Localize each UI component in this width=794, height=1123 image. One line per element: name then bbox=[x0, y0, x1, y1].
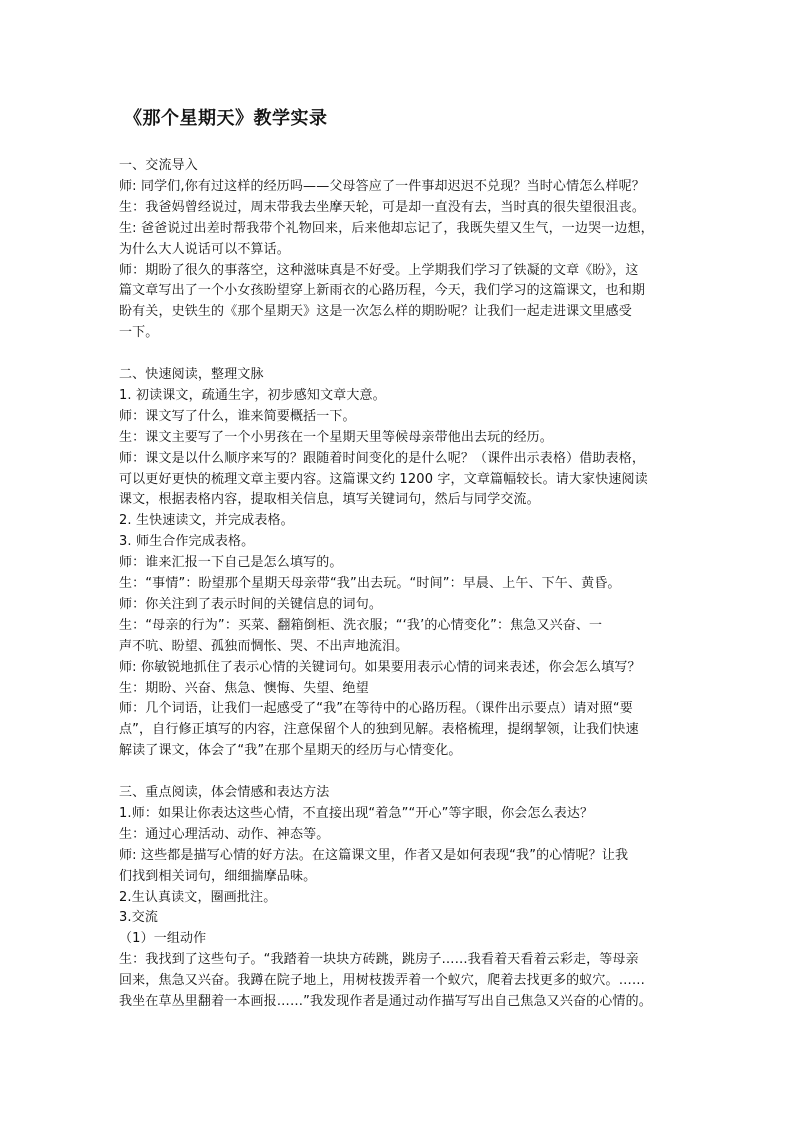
text-line: 2. 生快速读文，并完成表格。 bbox=[119, 513, 294, 529]
text-line: 一下。 bbox=[119, 325, 159, 341]
text-line: 师：你关注到了表示时间的关键信息的词句。 bbox=[119, 596, 383, 612]
text-line: 1. 初读课文，疏通生字，初步感知文章大意。 bbox=[119, 387, 386, 403]
text-line: 点”，自行修正填写的内容，注意保留个人的独到见解。表格梳理，提纲挈领，让我们快速 bbox=[119, 722, 639, 738]
text-line: 师：课文是以什么顺序来写的？跟随着时间变化的是什么呢？（课件出示表格）借助表格， bbox=[119, 450, 646, 466]
text-line: 篇文章写出了一个小女孩盼望穿上新雨衣的心路历程，今天，我们学习的这篇课文，也和期 bbox=[119, 283, 646, 299]
text-line: 1.师：如果让你表达这些心情，不直接出现“着急”“开心”等字眼，你会怎么表达？ bbox=[119, 805, 594, 821]
text-line: 生：我找到了这些句子。“我踏着一块块方砖跳，跳房子……我看着天看着云彩走，等母亲 bbox=[119, 952, 639, 968]
text-line: 回来，焦急又兴奋。我蹲在院子地上，用树枝拨弄着一个蚁穴，爬着去找更多的蚁穴。…… bbox=[119, 973, 646, 989]
text-line: 生：课文主要写了一个小男孩在一个星期天里等候母亲带他出去玩的经历。 bbox=[119, 429, 553, 445]
text-line: 师：课文写了什么，谁来简要概括一下。 bbox=[119, 408, 356, 424]
text-line: 师：期盼了很久的事落空，这种滋味真是不好受。上学期我们学习了铁凝的文章《盼》，这 bbox=[119, 262, 639, 278]
text-line: 一、交流导入 bbox=[119, 158, 198, 173]
text-line: 课文，根据表格内容，提取相关信息，填写关键词句，然后与同学交流。 bbox=[119, 492, 540, 508]
text-line: 生：我爸妈曾经说过，周末带我去坐摩天轮，可是却一直没有去，当时真的很失望很沮丧。 bbox=[119, 199, 646, 215]
text-line: 师: 同学们,你有过这样的经历吗——父母答应了一件事却迟迟不兑现？当时心情怎么样呢？ bbox=[119, 178, 645, 194]
text-line: 2.生认真读文，圈画批注。 bbox=[119, 889, 277, 905]
text-line: 为什么大人说话可以不算话。 bbox=[119, 241, 290, 257]
text-line: 盼有关，史铁生的《那个星期天》这是一次怎么样的期盼呢？让我们一起走进课文里感受 bbox=[119, 304, 632, 320]
text-line: 师：谁来汇报一下自己是怎么填写的。 bbox=[119, 555, 343, 571]
text-line: 师: 这些都是描写心情的好方法。在这篇课文里，作者又是如何表现“我”的心情呢？让我 bbox=[119, 847, 629, 863]
text-line: 生: 爸爸说过出差时帮我带个礼物回来，后来他却忘记了，我既失望又生气，一边哭一边想， bbox=[119, 220, 654, 236]
text-line: 生：期盼、兴奋、焦急、懊悔、失望、绝望 bbox=[119, 680, 369, 696]
text-line: 3.交流 bbox=[119, 910, 159, 926]
text-line: 们找到相关词句，细细揣摩品味。 bbox=[119, 868, 317, 884]
text-line: 二、快速阅读，整理文脉 bbox=[119, 367, 264, 382]
text-line: 师: 你敏锐地抓住了表示心情的关键词句。如果要用表示心情的词来表述，你会怎么填写？ bbox=[119, 659, 641, 675]
text-line: 3. 师生合作完成表格。 bbox=[119, 534, 255, 550]
text-line: 我坐在草丛里翻着一本画报……”我发现作者是通过动作描写写出自己焦急又兴奋的心情的。 bbox=[119, 994, 652, 1009]
text-line: 三、重点阅读，体会情感和表达方法 bbox=[119, 785, 330, 800]
text-line: 解读了课文，体会了“我”在那个星期天的经历与心情变化。 bbox=[119, 743, 462, 759]
text-line: （1）一组动作 bbox=[119, 931, 207, 947]
text-line: 可以更好更快的梳理文章主要内容。这篇课文约 1200 字，文章篇幅较长。请大家快速阅读 bbox=[119, 471, 648, 487]
document-title: 《那个星期天》教学实录 bbox=[124, 108, 328, 129]
text-line: 声不吭、盼望、孤独而惆怅、哭、不出声地流泪。 bbox=[119, 638, 409, 654]
text-line: 生：通过心理活动、动作、神态等。 bbox=[119, 826, 330, 842]
text-line: 师：几个词语，让我们一起感受了“我”在等待中的心路历程。（课件出示要点）请对照“要 bbox=[119, 701, 633, 717]
text-line: 生：“事情”：盼望那个星期天母亲带“我”出去玩。“时间”：早晨、上午、下午、黄昏。 bbox=[119, 576, 621, 591]
text-line: 生：“母亲的行为”：买菜、翻箱倒柜、洗衣服；“‘我’的心情变化”：焦急又兴奋、一 bbox=[119, 617, 603, 633]
